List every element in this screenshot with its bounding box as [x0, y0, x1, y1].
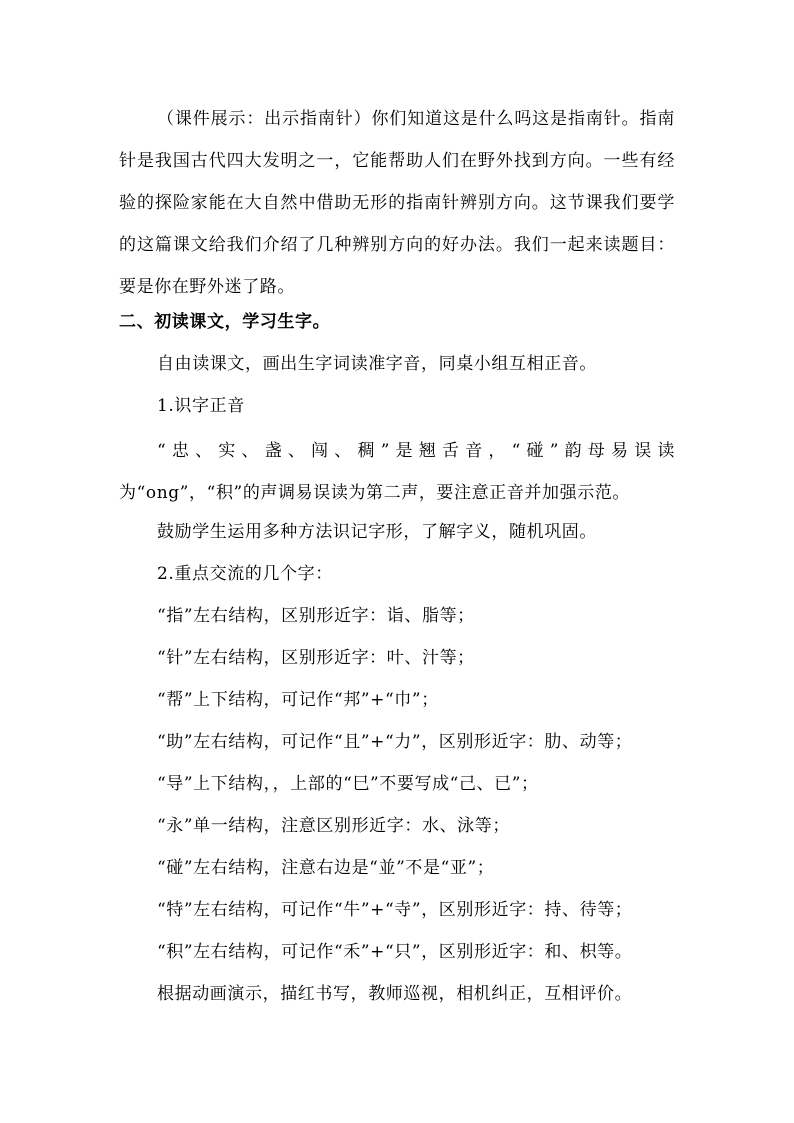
character-item-9: “积”左右结构，可记作“禾”+“只”，区别形近字：和、枳等。	[157, 942, 633, 962]
intro-paragraph: （课件展示：出示指南针）你们知道这是什么吗这是指南针。指南针是我国古代四大发明之一，它能帮助人们在野外找到方向。一些有经验的探险家能在大自然中借助无形的指南针辨别方向。这节课我们要学的这篇课文给我们介绍了几种辨别方向的好办法。我们一起来读题目：要是你在野外迷了路。	[119, 109, 675, 297]
character-item-8: “特”左右结构，可记作“牛”+“寺”，区别形近字：持、待等；	[157, 900, 633, 920]
encourage-paragraph: 鼓励学生运用多种方法识记字形，了解字义，随机巩固。	[157, 522, 597, 542]
subheading-2: 2.重点交流的几个字：	[157, 564, 333, 584]
character-item-2: “针”左右结构，区别形近字：叶、汁等；	[157, 648, 475, 668]
character-item-7: “碰”左右结构，注意右边是“並”不是“亚”；	[157, 858, 495, 878]
character-item-3: “帮”上下结构，可记作“邦”+“巾”；	[157, 690, 439, 710]
closing-paragraph: 根据动画演示，描红书写，教师巡视，相机纠正，互相评价。	[157, 984, 633, 1004]
pronunciation-paragraph: “忠、实、盏、闯、稠”是翘舌音，“碰”韵母易误读为“ong”，“积”的声调易误读为第二声，要注意正音并加强示范。	[119, 441, 675, 503]
character-item-6: “永”单一结构，注意区别形近字：水、泳等；	[157, 816, 510, 836]
section-heading: 二、初读课文，学习生字。	[119, 312, 331, 332]
free-read-paragraph: 自由读课文，画出生字词读准字音，同桌小组互相正音。	[157, 354, 597, 374]
subheading-1: 1.识字正音	[157, 396, 245, 416]
character-item-4: “助”左右结构，可记作“且”+“力”，区别形近字：肋、动等；	[157, 732, 633, 752]
character-item-5: “导”上下结构，，上部的“巳”不要写成“己、已”；	[157, 774, 539, 794]
character-item-1: “指”左右结构，区别形近字：诣、脂等；	[157, 606, 475, 626]
